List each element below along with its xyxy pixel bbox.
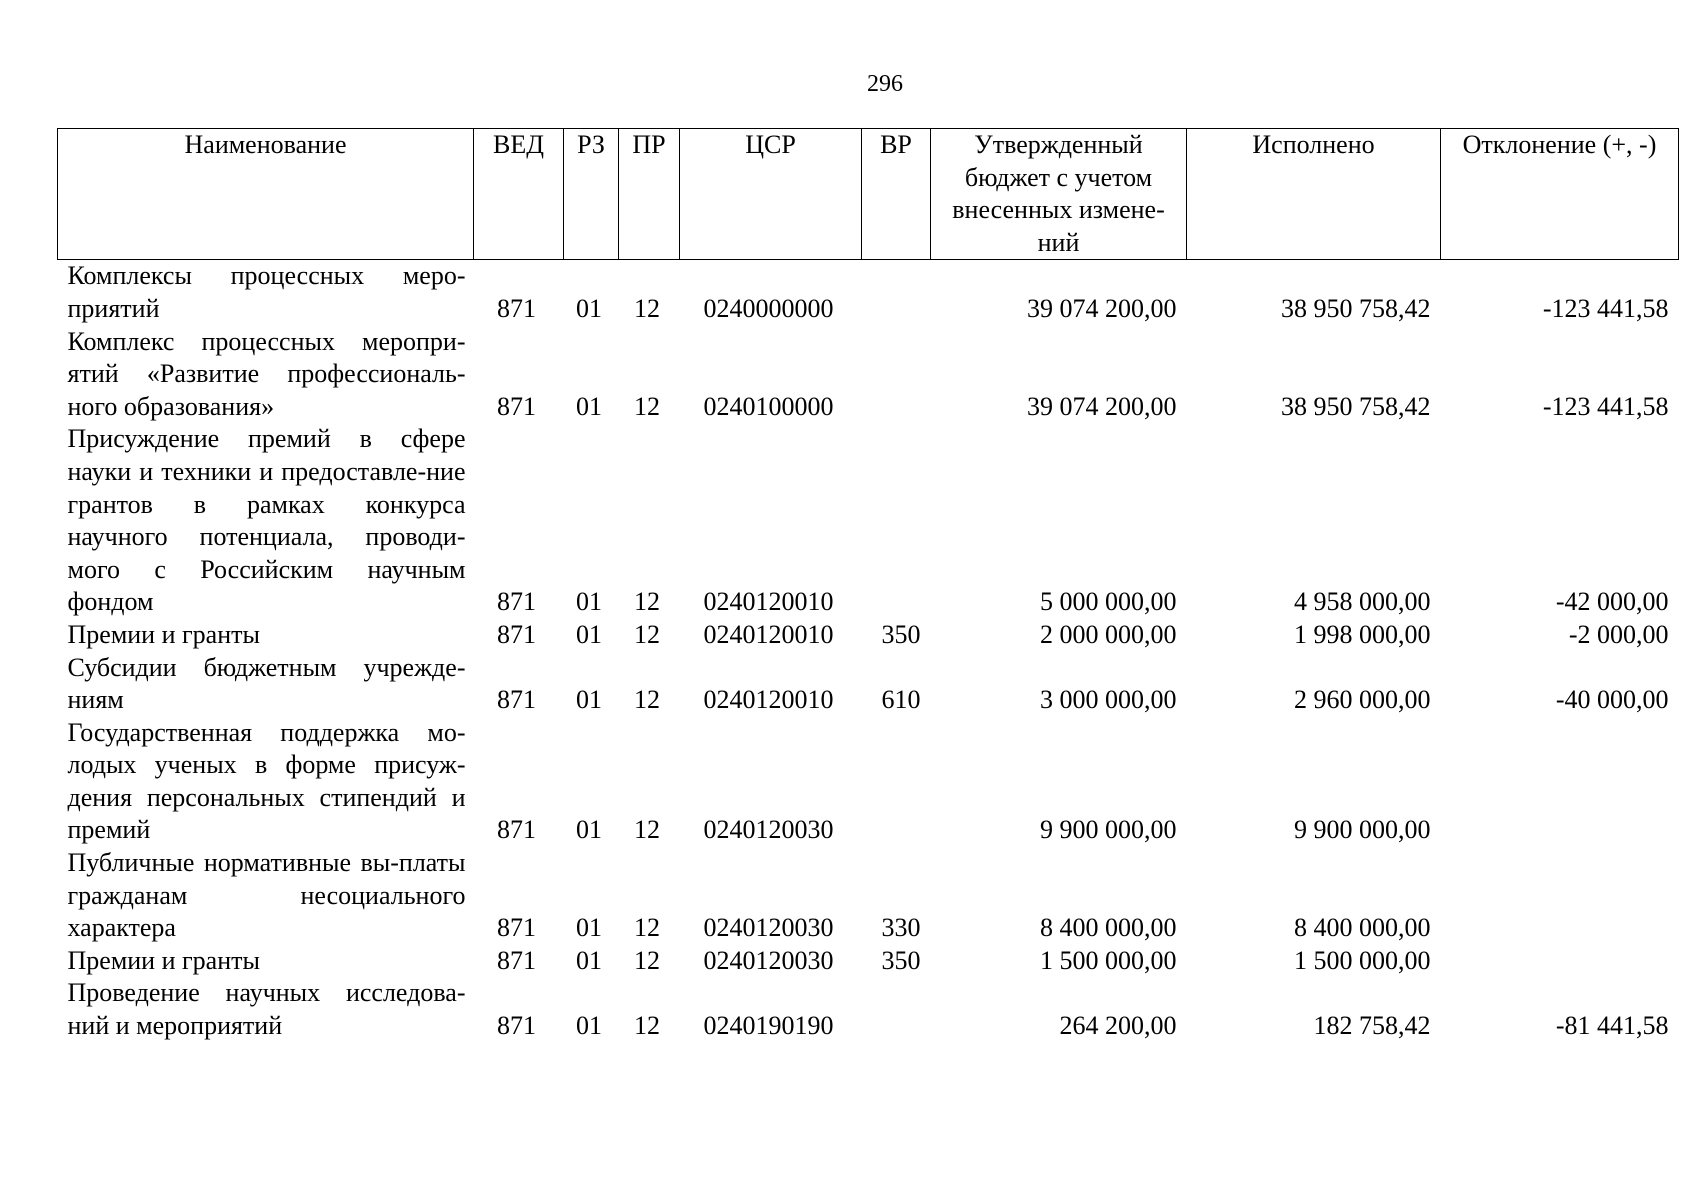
page-number: 296 [867, 71, 903, 97]
cell-budget: 3 000 000,00 [1040, 685, 1177, 715]
cell-deviation: -42 000,00 [1555, 587, 1669, 617]
table-row [58, 260, 1679, 326]
cell-name: Государственная поддержка мо-лодых ученых в форме присуж-дения персональных стипендий и премий [67, 717, 466, 845]
table-row [58, 326, 1679, 424]
cell-csr: 0240120010 [703, 587, 834, 617]
cell-deviation: -81 441,58 [1555, 1011, 1669, 1041]
cell-done: 38 950 758,42 [1281, 391, 1431, 421]
cell-csr: 0240120030 [703, 945, 834, 975]
cell-name: Субсидии бюджетным учрежде-ниям [67, 652, 466, 715]
cell-deviation: -123 441,58 [1542, 391, 1669, 421]
cell-done: 38 950 758,42 [1281, 293, 1431, 323]
cell-deviation [1441, 847, 1679, 945]
cell-done: 182 758,42 [1313, 1011, 1431, 1041]
table-row [58, 423, 1679, 619]
cell-deviation: -2 000,00 [1568, 619, 1669, 649]
header-budget: Утвержденный бюджет с учетом внесенных измене-ний [931, 129, 1187, 260]
cell-done: 4 958 000,00 [1294, 587, 1431, 617]
cell-vr: 350 [881, 619, 921, 649]
cell-vr [862, 260, 931, 326]
cell-rz: 01 [576, 619, 602, 649]
budget-execution-table [57, 128, 1679, 1043]
cell-pr: 12 [634, 945, 660, 975]
header-ved: ВЕД [474, 129, 564, 260]
cell-deviation [1441, 717, 1679, 847]
header-pr: ПР [619, 129, 680, 260]
cell-csr: 0240120030 [703, 815, 834, 845]
table-row [58, 977, 1679, 1042]
cell-ved: 871 [497, 815, 536, 845]
cell-pr: 12 [634, 685, 660, 715]
cell-ved: 871 [497, 293, 536, 323]
cell-deviation: -123 441,58 [1542, 293, 1669, 323]
cell-csr: 0240190190 [703, 1011, 834, 1041]
cell-budget: 264 200,00 [1059, 1011, 1177, 1041]
cell-csr: 0240120010 [703, 619, 834, 649]
cell-deviation [1441, 945, 1679, 978]
cell-pr: 12 [634, 619, 660, 649]
cell-name: Публичные нормативные вы-платы гражданам несоциального характера [67, 848, 466, 943]
cell-csr: 0240120010 [703, 685, 834, 715]
cell-rz: 01 [576, 587, 602, 617]
table-row [58, 652, 1679, 717]
cell-budget: 39 074 200,00 [1027, 391, 1177, 421]
header-done: Исполнено [1187, 129, 1441, 260]
cell-ved: 871 [497, 913, 536, 943]
cell-rz: 01 [576, 1011, 602, 1041]
cell-pr: 12 [634, 815, 660, 845]
cell-budget: 5 000 000,00 [1040, 587, 1177, 617]
cell-done: 1 500 000,00 [1294, 945, 1431, 975]
cell-deviation: -40 000,00 [1555, 685, 1669, 715]
cell-ved: 871 [497, 1011, 536, 1041]
cell-vr [862, 423, 931, 619]
cell-rz: 01 [576, 945, 602, 975]
cell-name: Премии и гранты [67, 619, 260, 649]
header-deviation: Отклонение (+, -) [1441, 129, 1679, 260]
table-row [58, 619, 1679, 652]
cell-pr: 12 [634, 913, 660, 943]
header-csr: ЦСР [680, 129, 862, 260]
cell-ved: 871 [497, 391, 536, 421]
cell-pr: 12 [634, 1011, 660, 1041]
header-rz: РЗ [564, 129, 619, 260]
cell-vr [862, 326, 931, 424]
cell-csr: 0240100000 [703, 391, 834, 421]
cell-done: 1 998 000,00 [1294, 619, 1431, 649]
header-row [58, 129, 1679, 260]
cell-rz: 01 [576, 815, 602, 845]
cell-ved: 871 [497, 945, 536, 975]
cell-rz: 01 [576, 685, 602, 715]
cell-vr [862, 977, 931, 1042]
cell-name: Комплексы процессных меро-приятий [67, 261, 466, 323]
cell-budget: 8 400 000,00 [1040, 913, 1177, 943]
cell-done: 9 900 000,00 [1294, 815, 1431, 845]
cell-vr [862, 717, 931, 847]
table-body [58, 260, 1679, 1043]
cell-budget: 2 000 000,00 [1040, 619, 1177, 649]
cell-budget: 9 900 000,00 [1040, 815, 1177, 845]
cell-name: Комплекс процессных меропри-ятий «Развитие профессиональ-ного образования» [67, 326, 466, 421]
cell-pr: 12 [634, 587, 660, 617]
table-row [58, 717, 1679, 847]
table-header [58, 129, 1679, 260]
cell-rz: 01 [576, 293, 602, 323]
cell-ved: 871 [497, 685, 536, 715]
cell-done: 8 400 000,00 [1294, 913, 1431, 943]
table-row [58, 847, 1679, 945]
budget-table-container [57, 128, 1679, 1043]
cell-vr: 610 [881, 685, 921, 715]
cell-pr: 12 [634, 391, 660, 421]
cell-rz: 01 [576, 391, 602, 421]
cell-ved: 871 [497, 619, 536, 649]
cell-csr: 0240120030 [703, 913, 834, 943]
cell-vr: 350 [881, 945, 921, 975]
header-vr: ВР [862, 129, 931, 260]
cell-pr: 12 [634, 293, 660, 323]
cell-name: Присуждение премий в сфере науки и техники и предоставле-ние грантов в рамках конкурса научного потенциала, проводи-мого с Российским научным фондом [67, 424, 466, 617]
cell-rz: 01 [576, 913, 602, 943]
cell-done: 2 960 000,00 [1294, 685, 1431, 715]
cell-budget: 39 074 200,00 [1027, 293, 1177, 323]
cell-name: Проведение научных исследова-ний и мероприятий [67, 978, 466, 1041]
cell-ved: 871 [497, 587, 536, 617]
cell-vr: 330 [881, 913, 921, 943]
cell-csr: 0240000000 [703, 293, 834, 323]
cell-name: Премии и гранты [67, 945, 260, 975]
header-name: Наименование [58, 129, 474, 260]
table-row [58, 945, 1679, 978]
cell-budget: 1 500 000,00 [1040, 945, 1177, 975]
